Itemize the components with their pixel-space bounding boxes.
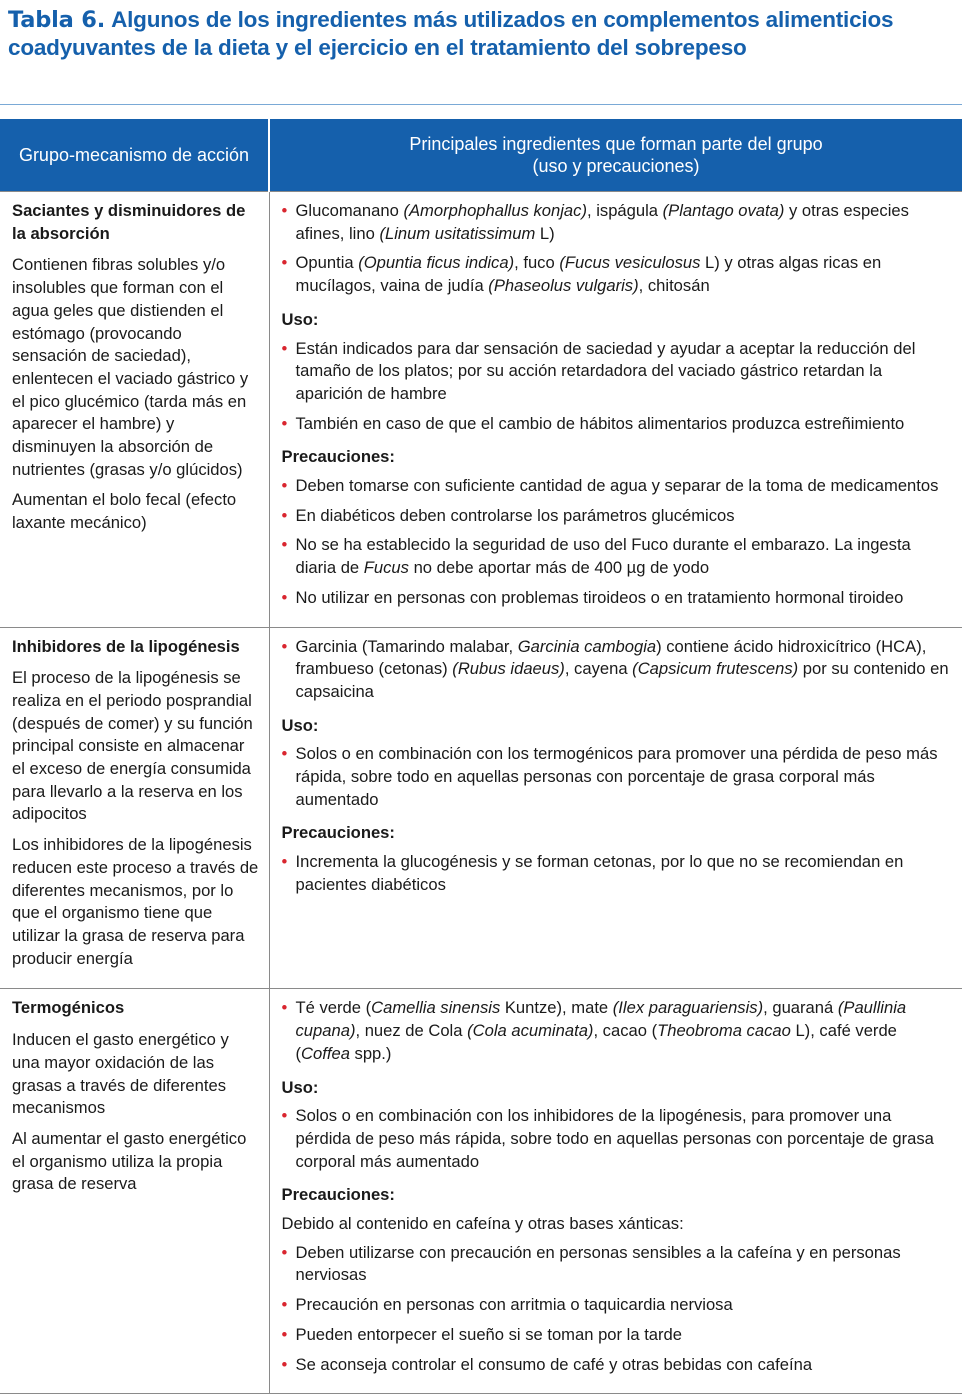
group-name: Inhibidores de la lipogénesis — [12, 636, 240, 656]
item-text: En diabéticos deben controlarse los parámetros glucémicos — [295, 505, 735, 525]
group-description: Inducen el gasto energético y una mayor oxidación de las grasas a través de diferentes mecanismos — [12, 1030, 229, 1118]
item-text: , cacao ( — [593, 1021, 658, 1041]
header-main-ingredients — [269, 119, 962, 192]
precaucion-item — [282, 1294, 951, 1317]
uso-list — [282, 338, 951, 436]
item-text: Glucomanano — [295, 201, 404, 220]
item-text: No se ha establecido la seguridad de uso del Fuco durante el embarazo. La ingesta diaria de — [295, 535, 911, 578]
uso-heading: Uso: — [281, 1077, 319, 1097]
item-text: no debe aportar más de 400 µg de yodo — [408, 558, 710, 578]
ingredients-cell — [269, 192, 962, 628]
table-body — [0, 192, 962, 1394]
species-name: Fucus — [363, 558, 409, 578]
precaucion-item — [282, 1242, 951, 1287]
precaucion-list — [282, 1242, 951, 1377]
species-name: (Ilex paraguariensis) — [612, 998, 764, 1018]
group-description: Al aumentar el gasto energético el organismo utiliza la propia grasa de reserva — [12, 1128, 247, 1194]
species-name: (Phaseolus vulgaris) — [488, 276, 639, 296]
table-row — [0, 192, 962, 628]
precaucion-list — [282, 475, 951, 610]
table-title — [8, 6, 948, 62]
item-text: ) contiene ácido hidroxicítrico (HCA), frambueso (cetonas) — [295, 636, 927, 679]
group-cell — [0, 627, 269, 989]
item-text: y otras especies afines, lino — [295, 201, 909, 243]
item-text: L) — [535, 223, 555, 243]
species-name: Coffea — [301, 1043, 350, 1063]
bullet-icon: • — [281, 1324, 288, 1344]
bullet-icon: • — [281, 253, 288, 273]
ingredient-item — [282, 997, 951, 1065]
precauciones-heading: Precauciones: — [281, 823, 395, 843]
ingredient-list — [282, 200, 951, 298]
item-text: , ispágula — [586, 201, 663, 220]
precauciones-note: Debido al contenido en cafeína y otras bases xánticas: — [281, 1214, 684, 1234]
bullet-icon: • — [281, 201, 288, 220]
species-name: (Amorphophallus konjac) — [403, 201, 587, 220]
precaucion-item — [282, 587, 951, 610]
bullet-icon: • — [281, 744, 288, 764]
species-name: (Capsicum frutescens) — [632, 659, 799, 679]
precaucion-item — [282, 534, 951, 579]
item-text: Kuntze), mate — [500, 998, 613, 1018]
item-text: Opuntia — [295, 253, 359, 273]
species-name: (Linum usitatissimum — [379, 223, 536, 243]
ingredient-item — [282, 200, 951, 245]
header-group-mechanism: Grupo-mecanismo de acción — [0, 119, 269, 192]
bullet-icon: • — [281, 535, 288, 555]
precaucion-item — [282, 851, 951, 896]
bullet-icon: • — [281, 998, 288, 1018]
species-name: Camellia sinensis — [371, 998, 501, 1018]
bullet-icon: • — [281, 1242, 288, 1262]
ingredient-item — [282, 252, 951, 297]
species-name: (Fucus vesiculosus — [559, 253, 701, 273]
precauciones-heading: Precauciones: — [281, 1185, 395, 1205]
header-main-ingredients-line1: Principales ingredientes que forman parte del grupo — [409, 134, 823, 154]
uso-item — [282, 338, 951, 406]
species-name: Theobroma cacao — [657, 1021, 791, 1041]
uso-list — [282, 1105, 951, 1173]
bullet-icon: • — [281, 1106, 288, 1126]
item-text: , cayena — [564, 659, 633, 679]
ingredient-list — [282, 997, 951, 1065]
bullet-icon: • — [281, 413, 288, 433]
bullet-icon: • — [281, 338, 288, 358]
bullet-icon: • — [281, 476, 288, 496]
bullet-icon: • — [281, 505, 288, 525]
item-text: Garcinia (Tamarindo malabar, — [295, 636, 518, 656]
uso-item — [282, 743, 951, 811]
group-description: Aumentan el bolo fecal (efecto laxante mecánico) — [12, 490, 237, 533]
item-text: Solos o en combinación con los inhibidores de la lipogénesis, para promover una pérdida de peso más rápida, sobre todo en aquellas personas con porcentaje de grasa corporal más aumentado — [295, 1106, 934, 1171]
item-text: L) y otras algas ricas en mucílagos, vaina de judía — [295, 253, 882, 296]
item-text: Solos o en combinación con los termogénicos para promover una pérdida de peso más rápida, sobre todo en aquellas personas con porcentaje de grasa corporal más aumentado — [295, 744, 938, 809]
uso-list — [282, 743, 951, 811]
group-name: Termogénicos — [12, 998, 125, 1018]
item-text: Té verde ( — [295, 998, 372, 1018]
group-description: El proceso de la lipogénesis se realiza en el periodo posprandial (después de comer) y su función principal consiste en almacenar el exceso de energía consumida para llevarlo a la reserva en los adipocitos — [12, 668, 253, 824]
precauciones-heading: Precauciones: — [281, 447, 395, 467]
item-text: También en caso de que el cambio de hábitos alimentarios produzca estreñimiento — [295, 413, 905, 433]
ingredient-list — [282, 636, 951, 704]
item-text: , chitosán — [638, 276, 710, 296]
item-text: Deben utilizarse con precaución en personas sensibles a la cafeína y en personas nerviosas — [295, 1242, 901, 1285]
table-header-row — [0, 119, 962, 192]
item-text: Se aconseja controlar el consumo de café y otras bebidas con cafeína — [295, 1354, 813, 1374]
species-name: (Cola acuminata) — [467, 1021, 594, 1041]
uso-item — [282, 413, 951, 436]
item-text: L), café verde ( — [295, 1021, 897, 1063]
bullet-icon: • — [281, 636, 288, 656]
ingredients-table — [0, 119, 962, 1394]
item-text: Precaución en personas con arritmia o taquicardia nerviosa — [295, 1295, 733, 1315]
item-text: Deben tomarse con suficiente cantidad de agua y separar de la toma de medicamentos — [295, 476, 939, 496]
bullet-icon: • — [281, 1354, 288, 1374]
table-row — [0, 627, 962, 989]
item-text: Pueden entorpecer el sueño si se toman por la tarde — [295, 1324, 683, 1344]
ingredient-item — [282, 636, 951, 704]
group-name: Saciantes y disminuidores de la absorción — [12, 201, 246, 243]
item-text: por su contenido en capsaicina — [295, 659, 949, 701]
item-text: No utilizar en personas con problemas tiroideos o en tratamiento hormonal tiroideo — [295, 587, 904, 607]
table-title-text: Algunos de los ingredientes más utilizados en complementos alimenticios coadyuvantes de la dieta y el ejercicio en el tratamiento del sobrepeso — [8, 7, 894, 60]
precaucion-list — [282, 851, 951, 896]
item-text: , nuez de Cola — [355, 1021, 468, 1041]
precaucion-item — [282, 505, 951, 528]
precaucion-item — [282, 1354, 951, 1377]
ingredients-cell — [269, 627, 962, 989]
group-cell — [0, 989, 269, 1394]
species-name: Garcinia cambogia — [517, 636, 657, 656]
table-row — [0, 989, 962, 1394]
item-text: , fuco — [514, 253, 560, 273]
bullet-icon: • — [281, 852, 288, 872]
species-name: (Rubus idaeus) — [452, 659, 565, 679]
uso-heading: Uso: — [281, 309, 319, 329]
group-description: Contienen fibras solubles y/o insolubles que forman con el agua geles que distienden el estómago (provocando sensación de saciedad), enlentecen el vaciado gástrico y el pico glucémico (tarda más en aparecer el hambre) y disminuyen la absorción de nutrientes (grasas y/o glúcidos) — [12, 255, 249, 479]
species-name: (Opuntia ficus indica) — [358, 253, 515, 273]
species-name: (Paullinia cupana) — [295, 998, 907, 1041]
item-text: Están indicados para dar sensación de saciedad y ayudar a aceptar la reducción del tamaño de los platos; por su acción retardadora del vaciado gástrico retardan la aparición de hambre — [295, 338, 916, 403]
bullet-icon: • — [281, 1295, 288, 1315]
uso-item — [282, 1105, 951, 1173]
species-name: (Plantago ovata) — [662, 201, 785, 220]
group-cell — [0, 192, 269, 628]
item-text: Incrementa la glucogénesis y se forman cetonas, por lo que no se recomiendan en pacientes diabéticos — [295, 852, 904, 894]
group-description: Los inhibidores de la lipogénesis reducen este proceso a través de diferentes mecanismos, por lo que el organismo tiene que utilizar la grasa de reserva para producir energía — [12, 835, 259, 968]
item-text: , guaraná — [763, 998, 838, 1018]
precaucion-item — [282, 475, 951, 498]
item-text: spp.) — [349, 1043, 392, 1063]
uso-heading: Uso: — [281, 715, 319, 735]
bullet-icon: • — [281, 587, 288, 607]
table-number-label: Tabla 6. — [8, 7, 106, 33]
precaucion-item — [282, 1324, 951, 1347]
ingredients-cell — [269, 989, 962, 1394]
title-divider — [0, 104, 962, 105]
header-main-ingredients-line2: (uso y precauciones) — [532, 156, 700, 176]
